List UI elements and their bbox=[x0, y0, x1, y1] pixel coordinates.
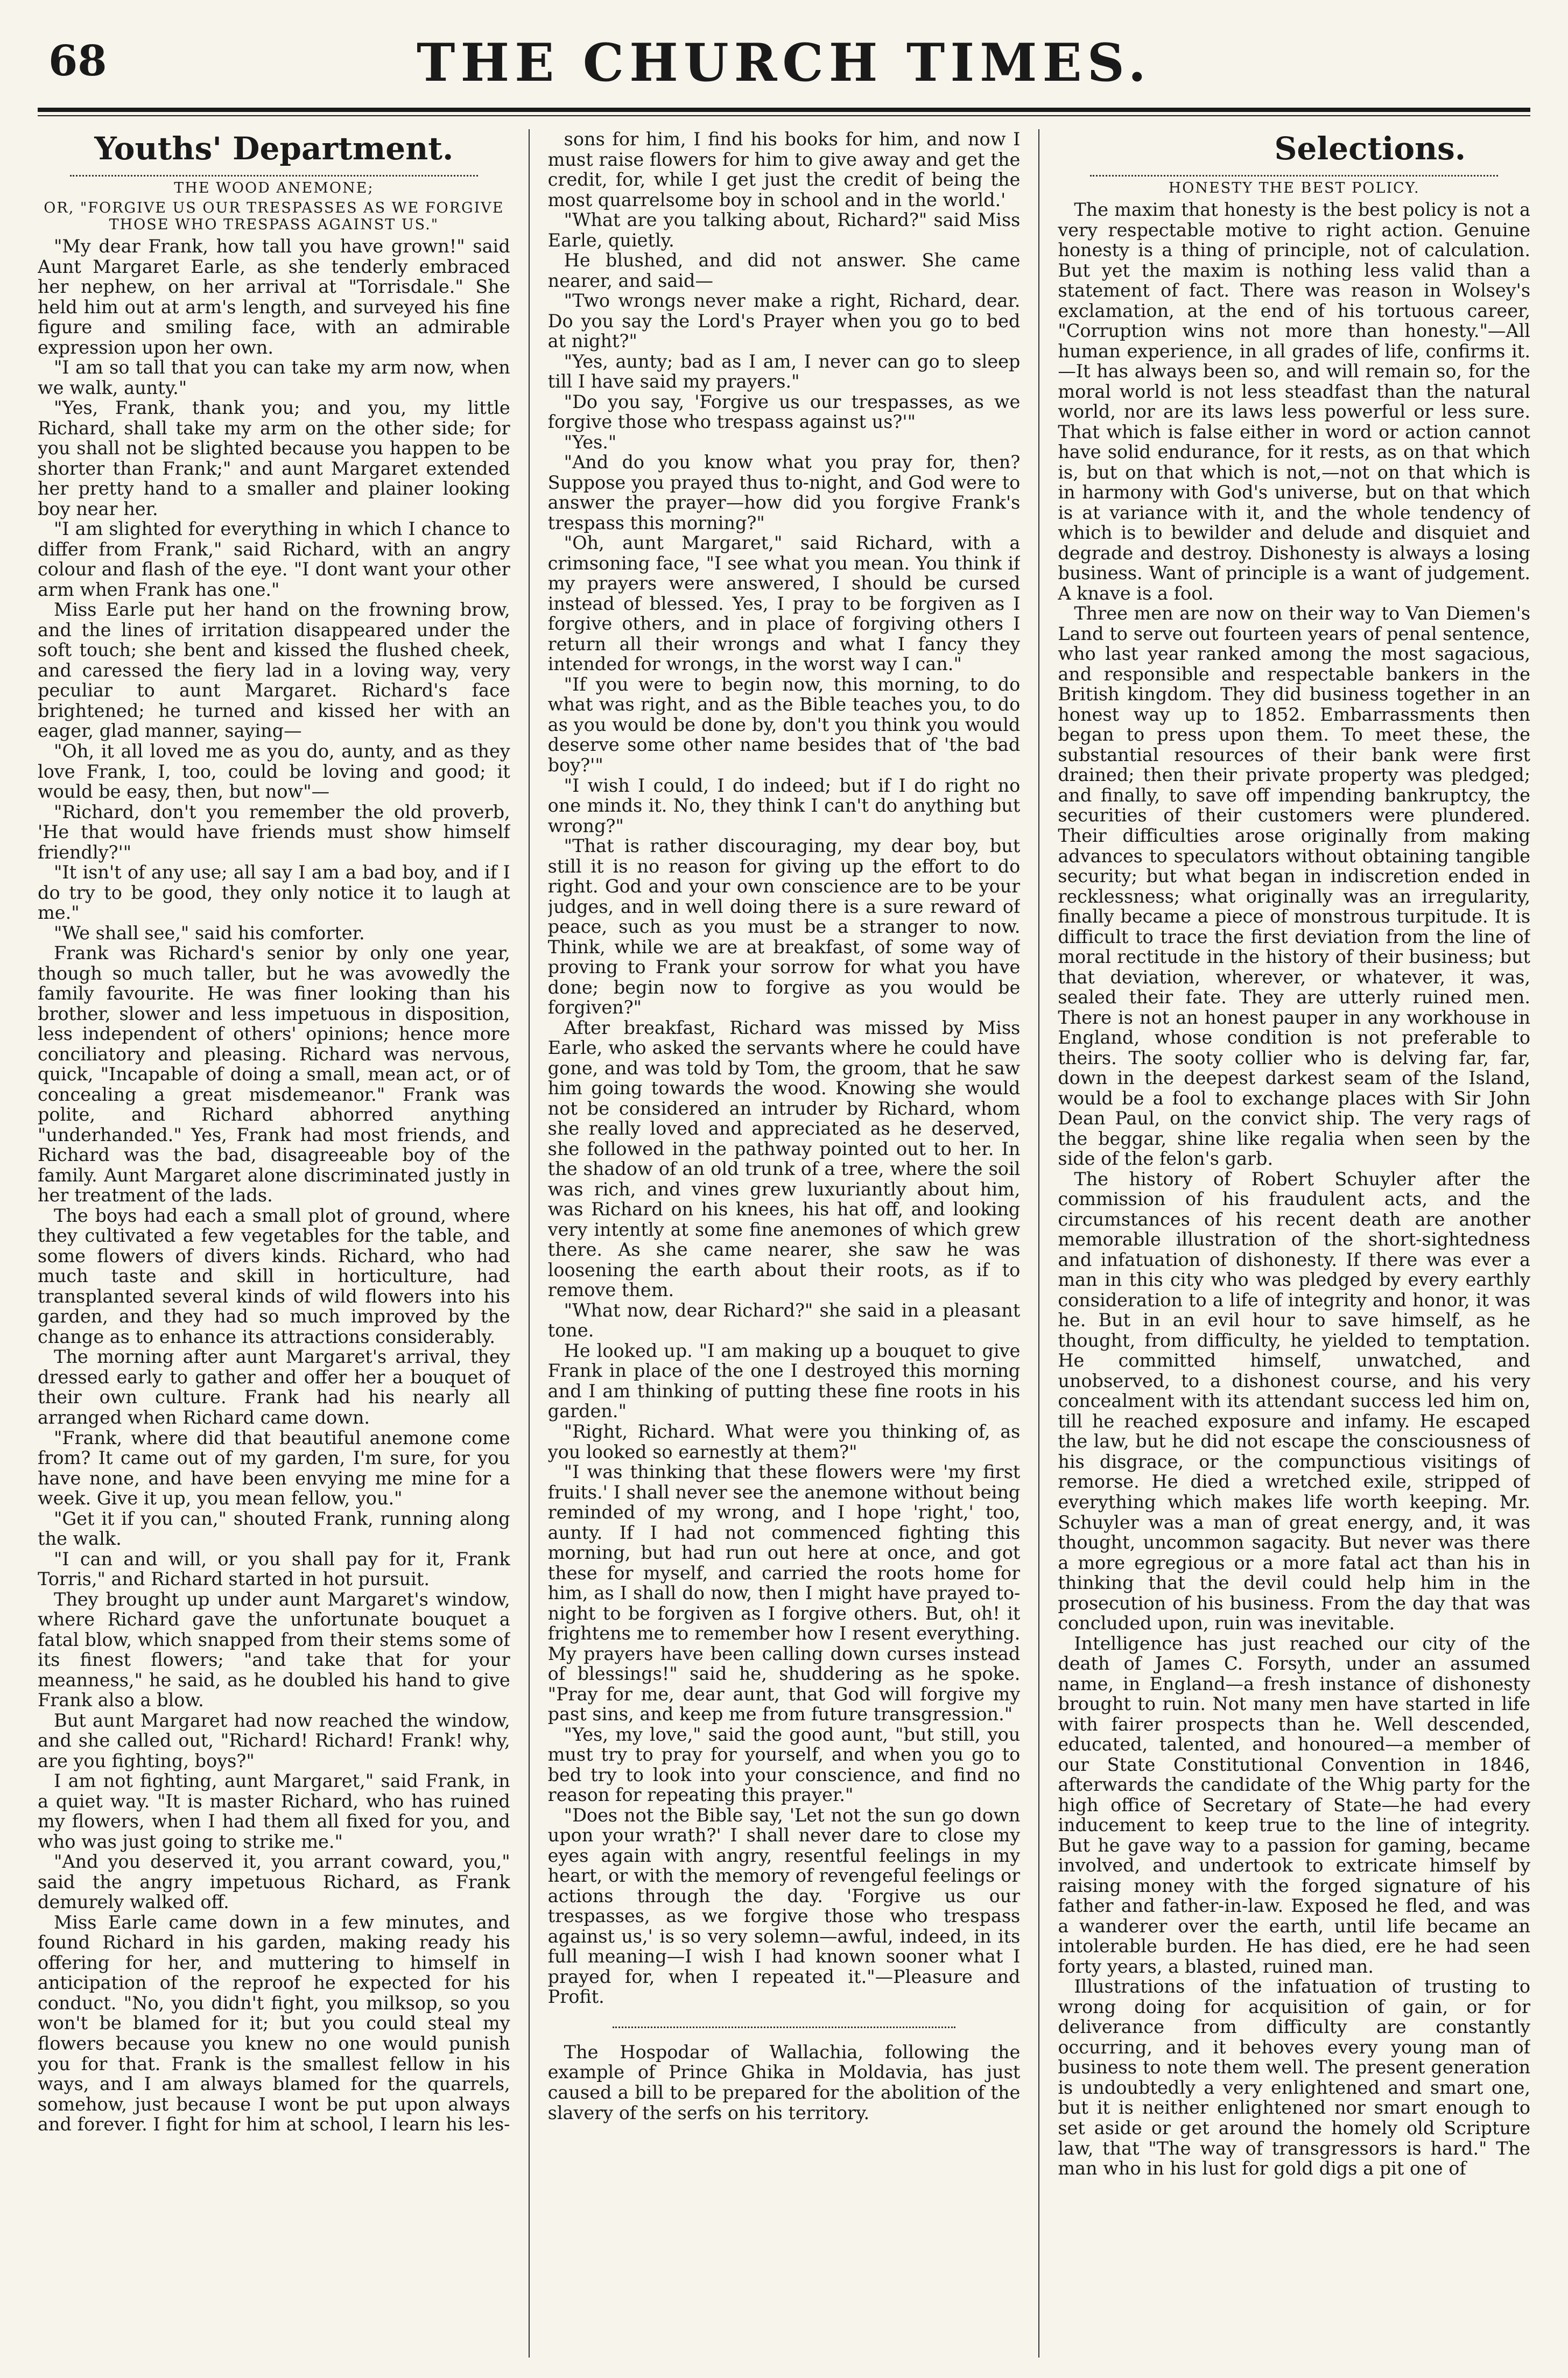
paragraph: "I was thinking that these flowers were 'my first fruits.' I shall never see the anemone without being reminded of my wrong, and I hope 'right,' too, aunty. If I had not commenced fighting this morning, but had run out here at once, and got these for myself, and carried the roots home for him, as I shall do now, then I might have prayed to-night to be forgiven as I forgive others. But, oh! it frightens me to remember how I resent everything. My prayers have been calling down curses instead of blessings!" said he, shuddering as he spoke. "Pray for me, dear aunt, that God will forgive my past sins, and keep me from future transgression." bbox=[547, 1461, 1021, 1725]
paragraph: "Do you say, 'Forgive us our trespasses, as we forgive those who trespass against us?'" bbox=[547, 391, 1021, 433]
column-3 bbox=[1058, 129, 1530, 2358]
paragraph: "Get it if you can," shouted Frank, running along the walk. bbox=[38, 1508, 510, 1550]
paragraph: Miss Earle came down in a few minutes, and found Richard in his garden, making ready his offering for her, and muttering to himself in anticipation of the reproof he expected for his conduct. "No, you didn't fight, you milksop, so you won't be blamed for it; but you could steal my flowers because you knew no one would punish you for that. Frank is the smallest fellow in his ways, and I am always blamed for the quarrels, somehow, just because I wont be put upon always and forever. I fight for him at school, I learn his les- bbox=[38, 1911, 510, 2135]
paragraph: Intelligence has just reached our city of the death of James C. Forsyth, under an assumed name, in England—a fresh instance of dishonesty brought to ruin. Not many men have started in life with fairer prospects than he. Well descended, educated, talented, and honoured—a member of our State Constitutional Convention in 1846, afterwards the candidate of the Whig party for the high office of Secretary of State—he had every inducement to keep true to the line of integrity. But he gave way to a passion for gaming, became involved, and undertook to extricate himself by raising money with the forged signature of his father and father-in-law. Exposed he fled, and was a wanderer over the earth, until life became an intolerable burden. He has died, ere he had seen forty years, a blasted, ruined man. bbox=[1058, 1633, 1531, 1977]
paragraph: "Yes, my love," said the good aunt, "but still, you must try to pray for yourself, and when you go to bed try to look into your conscience, and find no reason for repeating this prayer." bbox=[547, 1723, 1021, 1806]
paragraph: "Two wrongs never make a right, Richard, dear. Do you say the Lord's Prayer when you go to bed at night?" bbox=[547, 290, 1021, 352]
paragraph: Illustrations of the infatuation of trusting to wrong doing for acquisition of gain, or for deliverance from difficulty are constantly occurring, and it behoves every young man of business to note them well. The present generation is undoubtedly a very enlightened and smart one, but it is neither enlightened nor smart enough to set aside or get around the homely old Scripture law, that "The way of transgressors is hard." The man who in his lust for gold digs a pit one of bbox=[1058, 1976, 1531, 2179]
paragraph: "I am slighted for everything in which I chance to differ from Frank," said Richard, with an angry colour and flash of the eye. "I dont want your other arm when Frank has one." bbox=[38, 518, 510, 600]
paragraph: "My dear Frank, how tall you have grown!" said Aunt Margaret Earle, as she tenderly embraced her nephew, on her arrival at "Torrisdale." She held him out at arm's length, and surveyed his fine figure and smiling face, with an admirable expression upon her own. bbox=[38, 236, 510, 358]
paragraph: He looked up. "I am making up a bouquet to give Frank in place of the one I destroyed this morning and I am thinking of putting these fine roots in his garden." bbox=[547, 1340, 1021, 1422]
paragraph: "Oh, aunt Margaret," said Richard, with a crimsoning face, "I see what you mean. You think if my prayers were answered, I should be cursed instead of blessed. Yes, I pray to be forgiven as I forgive others, and in place of forgiving others I return all their wrongs and what I fancy they intended for wrongs, in the worst way I can." bbox=[547, 532, 1021, 675]
section-heading-selections: Selections. bbox=[1274, 130, 1466, 167]
paragraph: "I wish I could, I do indeed; but if I do right no one minds it. No, they think I can't do anything but wrong?" bbox=[547, 775, 1021, 836]
paragraph: "And you deserved it, you arrant coward, you," said the angry impetuous Richard, as Frank demurely walked off. bbox=[38, 1851, 510, 1913]
paragraph: "And do you know what you pray for, then? Suppose you prayed thus to-night, and God were to answer the prayer—how did you forgive Frank's trespass this morning?" bbox=[547, 452, 1021, 533]
ornamental-rule bbox=[1090, 167, 1498, 177]
paragraph: "It isn't of any use; all say I am a bad boy, and if I do try to be good, they only notice it to laugh at me." bbox=[38, 862, 510, 924]
article-separator bbox=[613, 2021, 956, 2028]
paragraph: "I am so tall that you can take my arm now, when we walk, aunty." bbox=[38, 357, 510, 398]
paragraph: The history of Robert Schuyler after the commission of his fraudulent acts, and the circumstances of his recent death are another memorable illustration of the short-sightedness and infatuation of dishonesty. If there was ever a man in this city who was pledged by every earthly consideration to a life of integrity and honor, it was he. But in an evil hour to save himself, as he thought, from difficulty, he yielded to temptation. He committed himself, unwatched, and unobserved, to a dishonest course, and his very concealment with its attendant success led him on, till he reached exposure and infamy. He escaped the law, but he did not escape the consciousness of his disgrace, or the compunctious visitings of remorse. He died a wretched exile, stripped of everything which makes life worth keeping. Mr. Schuyler was a man of great energy, and, it was thought, uncommon sagacity. But never was there a more egregious or a more fatal act than his in thinking that the devil could help him in the prosecution of his business. From the day that was concluded upon, ruin was inevitable. bbox=[1058, 1168, 1531, 1634]
paragraph: "That is rather discouraging, my dear boy, but still it is no reason for giving up the effort to do right. God and your own conscience are to be your judges, and in well doing there is a sure reward of peace, such as you must be a stranger to now. Think, while we are at breakfast, of some way of proving to Frank your sorrow for what you have done; begin now to forgive as you would be forgiven?" bbox=[547, 835, 1021, 1018]
masthead-rule bbox=[38, 108, 1530, 112]
story-title: THE WOOD ANEMONE; bbox=[174, 179, 374, 196]
paper-title: THE CHURCH TIMES. bbox=[417, 32, 1151, 93]
paragraph: He blushed, and did not answer. She came nearer, and said— bbox=[547, 250, 1021, 291]
paragraph: "Richard, don't you remember the old proverb, 'He that would have friends must show himself friendly?'" bbox=[38, 801, 510, 863]
paragraph: "If you were to begin now, this morning, to do what was right, and as the Bible teaches you, to do as you would be done by, don't you think you would deserve some other name besides that of 'the bad boy?'" bbox=[547, 673, 1021, 776]
section-heading-youths: Youths' Department. bbox=[94, 130, 454, 167]
column-2-body bbox=[548, 129, 1021, 2007]
column-2 bbox=[548, 129, 1021, 2358]
paragraph: After breakfast, Richard was missed by Miss Earle, who asked the servants where he could have gone, and was told by Tom, the groom, that he saw him going towards the wood. Knowing she would not be considered an intruder by Richard, whom she really loved and appreciated as he deserved, she followed in the pathway pointed out to her. In the shadow of an old trunk of a tree, where the soil was rich, and vines grew luxuriantly about him, was Richard on his knees, his hat off, and looking very intently at some fine anemones of which grew there. As she came nearer, she saw he was loosening the earth about their roots, as if to remove them. bbox=[547, 1017, 1021, 1301]
paragraph: Three men are now on their way to Van Diemen's Land to serve out fourteen years of penal sentence, who last year ranked among the most sagacious, and responsible and respectable bankers in the British kingdom. They did business together in an honest way up to 1852. Embarrassments then began to press upon them. To meet these, the substantial resources of their bank were first drained; then their private property was pledged; and finally, to save off impending bankruptcy, the securities of their customers were plundered. Their difficulties arose originally from making advances to speculators without obtaining tangible security; but what began in indiscretion ended in recklessness; what originally was an irregularity, finally became a piece of monstrous turpitude. It is difficult to trace the first deviation from the line of moral rectitude in the history of their business; but that deviation, wherever, or whatever, it was, sealed their fate. They are utterly ruined men. There is not an honest pauper in any workhouse in England, whose condition is not preferable to theirs. The sooty collier who is delving far, far, down in the deepest darkest seam of the Island, would be a fool to exchange places with Sir John Dean Paul, on the convict ship. The very rags of the beggar, shine like regalia when seen by the side of the felon's garb. bbox=[1058, 603, 1531, 1170]
paragraph: "Does not the Bible say, 'Let not the sun go down upon your wrath?' I shall never dare to close my eyes again with angry, resentful feelings in my heart, or with the memory of revengeful feelings or actions through the day. 'Forgive us our trespasses, as we forgive those who trespass against us,' is so very solemn—awful, indeed, in its full meaning—I wish I had known sooner what I prayed for, when I repeated it."—Pleasure and Profit. bbox=[547, 1804, 1021, 2008]
ornamental-rule bbox=[70, 167, 478, 177]
paragraph: Frank was Richard's senior by only one year, though so much taller, but he was avowedly the family favourite. He was finer looking than his brother, slower and less impetuous in disposition, less independent of others' opinions; hence more conciliatory and pleasing. Richard was nervous, quick, "Incapable of doing a small, mean act, or of concealing a great misdemeanor." Frank was polite, and Richard abhorred anything "underhanded." Yes, Frank had most friends, and Richard was the bad, disagreeable boy of the family. Aunt Margaret alone discriminated justly in her treatment of the lads. bbox=[38, 942, 510, 1206]
paragraph: "We shall see," said his comforter. bbox=[54, 922, 365, 944]
paragraph: But aunt Margaret had now reached the window, and she called out, "Richard! Richard! Frank! why, are you fighting, boys?" bbox=[38, 1709, 510, 1771]
article-title: HONESTY THE BEST POLICY. bbox=[1168, 179, 1420, 196]
masthead bbox=[38, 16, 1530, 108]
paragraph: "Yes, Frank, thank you; and you, my little Richard, shall take my arm on the other side; for you shall not be slighted because you happen to be shorter than Frank;" and aunt Margaret extended her pretty hand to a smaller and plainer looking boy near her. bbox=[38, 397, 510, 519]
columns bbox=[38, 129, 1530, 2358]
masthead-rule-thin bbox=[38, 115, 1530, 116]
paragraph: The morning after aunt Margaret's arrival, they dressed early to gather and offer her a bouquet of their own culture. Frank had his nearly all arranged when Richard came down. bbox=[38, 1346, 510, 1428]
paragraph: "What are you talking about, Richard?" said Miss Earle, quietly. bbox=[547, 209, 1021, 251]
paragraph: The boys had each a small plot of ground, where they cultivated a few vegetables for the table, and some flowers of divers kinds. Richard, who had much taste and skill in horticulture, had transplanted several kinds of wild flowers into his garden, and they had so much improved by the change as to enhance its attractions considerably. bbox=[38, 1205, 510, 1347]
column-3-body bbox=[1058, 200, 1530, 2179]
paragraph: "What now, dear Richard?" she said in a pleasant tone. bbox=[547, 1299, 1021, 1341]
paragraph: "Yes." bbox=[564, 431, 617, 453]
paragraph: I am not fighting, aunt Margaret," said Frank, in a quiet way. "It is master Richard, who has ruined my flowers, when I had them all fixed for you, and who was just going to strike me." bbox=[38, 1770, 510, 1852]
story-subtitle: OR, "FORGIVE US OUR TRESPASSES AS WE FORGIVE THOSE WHO TRESPASS AGAINST US." bbox=[44, 200, 504, 234]
paragraph: "I can and will, or you shall pay for it, Frank Torris," and Richard started in hot pursuit. bbox=[38, 1548, 510, 1590]
news-paragraph: The Hospodar of Wallachia, following the example of Prince Ghika in Moldavia, has just caused a bill to be prepared for the abolition of the slavery of the serfs on his territory. bbox=[547, 2041, 1021, 2123]
paragraph: The maxim that honesty is the best policy is not a very respectable motive to right action. Genuine honesty is a thing of principle, not of calculation. But yet the maxim is nothing less valid than a statement of fact. There was reason in Wolsey's exclamation, at the end of his tortuous career, "Corruption wins not more than honesty."—All human experience, in all grades of life, confirms it.—It has always been so, and will remain so, for the moral world is not less steadfast than the natural world, nor are its laws less powerful or less sure. That which is false either in word or action cannot have solid endurance, for it rests, as on that which is, but on that which is not,—not on that which is in harmony with God's universe, but on that which is at variance with it, and the whole tendency of which is to bewilder and delude and disquiet and degrade and destroy. Dishonesty is always a losing business. Want of principle is a want of judgement. A knave is a fool. bbox=[1058, 199, 1531, 604]
column-divider bbox=[1038, 129, 1039, 2358]
page-number: 68 bbox=[48, 37, 107, 86]
paragraph: Miss Earle put her hand on the frowning brow, and the lines of irritation disappeared under the soft touch; she bent and kissed the flushed cheek, and caressed the fiery lad in a loving way, very peculiar to aunt Margaret. Richard's face brightened; he turned and kissed her with an eager, glad manner, saying— bbox=[38, 599, 510, 742]
column-1-body bbox=[38, 236, 510, 2134]
paragraph: "Yes, aunty; bad as I am, I never can go to sleep till I have said my prayers." bbox=[547, 350, 1021, 392]
paragraph: "Frank, where did that beautiful anemone come from? It came out of my garden, I'm sure, for you have none, and have been envying me mine for a week. Give it up, you mean fellow, you." bbox=[38, 1427, 510, 1509]
paragraph: "Oh, it all loved me as you do, aunty, and as they love Frank, I, too, could be loving and good; it would be easy, then, but now"— bbox=[38, 740, 510, 803]
paragraph: They brought up under aunt Margaret's window, where Richard gave the unfortunate bouquet a fatal blow, which snapped from their stems some of its finest flowers; "and take that for your meanness," he said, as he doubled his hand to give Frank also a blow. bbox=[38, 1588, 510, 1711]
column-1 bbox=[38, 129, 510, 2358]
paragraph: "Right, Richard. What were you thinking of, as you looked so earnestly at them?" bbox=[547, 1421, 1021, 1462]
column-divider bbox=[529, 129, 530, 2358]
paragraph: sons for him, I find his books for him, and now I must raise flowers for him to give away and get the credit, for, while I get just the credit of being the most quarrelsome boy in school and in the world.' bbox=[547, 129, 1021, 210]
